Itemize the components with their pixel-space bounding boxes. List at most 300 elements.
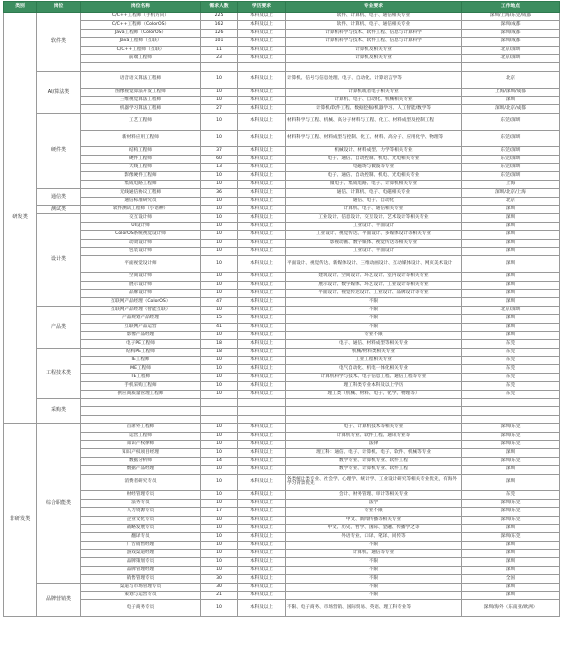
headcount-cell: 225	[201, 13, 238, 21]
major-cell: 展示设计、数字媒体、环艺设计、工业设计等相关专业	[286, 281, 462, 289]
location-cell: 东莞	[462, 491, 560, 499]
location-cell: 上海/深圳/成都	[462, 88, 560, 96]
location-cell: 深圳	[462, 256, 560, 273]
location-cell: 东莞	[462, 390, 560, 398]
location-cell: 深圳/成都	[462, 21, 560, 29]
headcount-cell: 10	[201, 239, 238, 247]
table-row	[4, 399, 560, 407]
position-name-cell: 翻译专员	[81, 533, 201, 541]
headcount-cell: 10	[201, 524, 238, 532]
table-row	[4, 390, 560, 398]
position-name-cell: 空间设计师	[81, 273, 201, 281]
headcount-cell	[201, 63, 238, 71]
education-cell: 本科及以上	[238, 550, 286, 558]
location-cell: 深圳/东莞	[462, 432, 560, 440]
position-name-cell: C/C++工程师（互联）	[81, 46, 201, 54]
headcount-cell: 10	[201, 281, 238, 289]
headcount-cell: 10	[201, 499, 238, 507]
education-cell: 本科及以上	[238, 541, 286, 549]
position-name-cell: 消费者研究专员	[81, 474, 201, 491]
education-cell: 本科及以上	[238, 508, 286, 516]
position-name-cell: C/C++工程师（手机方向）	[81, 13, 201, 21]
table-row	[4, 38, 560, 46]
position-name-cell: Java工程师（互联）	[81, 38, 201, 46]
major-cell: 机械设计、材料成型、力学等相关专业	[286, 147, 462, 155]
position-name-cell: 企业文化专员	[81, 516, 201, 524]
major-cell: 专业不限	[286, 508, 462, 516]
position-name-cell: 数据产品经理	[81, 466, 201, 474]
major-cell: 理工科：通信、电子、计算机、电子、软件、机械等专业	[286, 449, 462, 457]
headcount-cell: 10	[201, 256, 238, 273]
education-cell: 本科及以上	[238, 331, 286, 339]
major-cell: 外语专业、口译、笔译、同传等	[286, 533, 462, 541]
table-row	[4, 323, 560, 331]
location-cell: 深圳	[462, 96, 560, 104]
table-row	[4, 222, 560, 230]
location-cell	[462, 407, 560, 415]
major-cell	[286, 415, 462, 423]
position-name-cell: 品牌设计师	[81, 289, 201, 297]
location-cell: 深圳/成都	[462, 29, 560, 37]
table-row	[4, 155, 560, 163]
headcount-cell: 10	[201, 289, 238, 297]
table-row	[4, 298, 560, 306]
major-cell: 计算机专业、软件工程、通讯专业等	[286, 432, 462, 440]
headcount-cell	[201, 399, 238, 407]
major-cell: 计算机、通信等专业	[286, 550, 462, 558]
headcount-cell: 37	[201, 147, 238, 155]
table-row	[4, 373, 560, 381]
location-cell: 深圳	[462, 214, 560, 222]
header-headcount: 需求人数	[201, 2, 238, 13]
major-cell: 法学	[286, 499, 462, 507]
education-cell: 本科及以上	[238, 449, 286, 457]
location-cell: 深圳	[462, 281, 560, 289]
table-row	[4, 516, 560, 524]
location-cell: 深圳	[462, 592, 560, 600]
education-cell: 本科及以上	[238, 180, 286, 188]
education-cell: 本科及以上	[238, 222, 286, 230]
position-name-cell: 新材料应用工程师	[81, 130, 201, 147]
table-row	[4, 273, 560, 281]
table-row	[4, 440, 560, 448]
position-name-cell: 工艺工程师	[81, 113, 201, 130]
location-cell: 北京/深圳	[462, 46, 560, 54]
education-cell: 本科及以上	[238, 566, 286, 574]
major-cell: 计算机科学与技术、软件工程、信息与计算科学	[286, 38, 462, 46]
education-cell: 本科及以上	[238, 558, 286, 566]
table-row	[4, 231, 560, 239]
location-cell: 深圳/东莞	[462, 533, 560, 541]
table-row	[4, 164, 560, 172]
major-cell: 计算机及相关专业	[286, 54, 462, 62]
headcount-cell: 10	[201, 206, 238, 214]
location-cell: 东莞/深圳	[462, 164, 560, 172]
headcount-cell	[201, 415, 238, 423]
major-cell: 电子、通信、自动控制、机电、光电相关专业	[286, 155, 462, 163]
position-name-cell: 知识产权项目经理	[81, 449, 201, 457]
education-cell: 本科及以上	[238, 583, 286, 591]
position-name-cell: 供应商质量管理工程师	[81, 390, 201, 398]
major-cell: 理工类（机械、材料、电子、化学、物理等）	[286, 390, 462, 398]
major-cell: 计算机、信号与信息处理、电子、自动化、计算语言学等	[286, 71, 462, 88]
location-cell: 深圳	[462, 466, 560, 474]
location-cell: 东莞	[462, 357, 560, 365]
education-cell: 本科及以上	[238, 382, 286, 390]
location-cell: 深圳	[462, 474, 560, 491]
table-row	[4, 13, 560, 21]
position-name-cell: 语音语义算法工程师	[81, 71, 201, 88]
education-cell: 本科及以上	[238, 373, 286, 381]
position-name-cell: 知识产权律师	[81, 440, 201, 448]
table-row	[4, 365, 560, 373]
headcount-cell: 10	[201, 533, 238, 541]
position-name-cell: 品牌管理经理	[81, 566, 201, 574]
position-name-cell: 交互设计师	[81, 214, 201, 222]
major-cell: 计算机或者电子相关专业	[286, 88, 462, 96]
major-cell	[286, 63, 462, 71]
table-row	[4, 113, 560, 130]
headcount-cell: 10	[201, 491, 238, 499]
education-cell: 本科及以上	[238, 46, 286, 54]
major-cell: 电子、通信、自动控制、机电、光电相关专业	[286, 172, 462, 180]
headcount-cell: 60	[201, 155, 238, 163]
position-name-cell	[81, 399, 201, 407]
headcount-cell: 15	[201, 315, 238, 323]
major-cell: 通信、电子、自动化	[286, 197, 462, 205]
table-row	[4, 306, 560, 314]
location-cell: 深圳/海外（东南亚/欧洲）	[462, 600, 560, 617]
location-cell: 深圳	[462, 558, 560, 566]
position-name-cell: ColorOS系统视觉设计师	[81, 231, 201, 239]
location-cell: 深圳/东莞	[462, 499, 560, 507]
position-name-cell: 策划与运营专员	[81, 592, 201, 600]
category-cell: 非研发类	[4, 424, 37, 617]
headcount-cell: 36	[201, 189, 238, 197]
headcount-cell: 10	[201, 130, 238, 147]
education-cell: 本科及以上	[238, 516, 286, 524]
headcount-cell: 10	[201, 516, 238, 524]
headcount-cell: 10	[201, 390, 238, 398]
position-name-cell: 手机采购工程师	[81, 382, 201, 390]
position-name-cell: 互联网产品运营	[81, 323, 201, 331]
major-cell: 不限	[286, 315, 462, 323]
position-name-cell: UI设计师	[81, 222, 201, 230]
location-cell: 深圳/东莞	[462, 424, 560, 432]
education-cell: 本科及以上	[238, 315, 286, 323]
major-cell: 微电子、集成电路、电子、计算机相关专业	[286, 180, 462, 188]
table-row	[4, 449, 560, 457]
location-cell: 北京	[462, 197, 560, 205]
position-name-cell: 图像视觉算法开发工程师	[81, 88, 201, 96]
education-cell: 本科及以上	[238, 96, 286, 104]
major-cell: 计算机、电子、自动化、机械相关专业	[286, 96, 462, 104]
headcount-cell: 18	[201, 340, 238, 348]
position-name-cell: 电子商务专员	[81, 600, 201, 617]
position-name-cell: 集成电路工程师	[81, 180, 201, 188]
table-body	[4, 13, 560, 617]
table-row	[4, 256, 560, 273]
headcount-cell: 10	[201, 466, 238, 474]
major-cell: 材料科学与工程、材料成型与控制、化工、材料、高分子、应用化学、物理等	[286, 130, 462, 147]
education-cell: 本科及以上	[238, 357, 286, 365]
table-row	[4, 424, 560, 432]
education-cell: 本科及以上	[238, 289, 286, 297]
education-cell: 本科及以上	[238, 524, 286, 532]
major-cell: 工业设计、视觉传达、平面设计、多媒体设计等相关专业	[286, 231, 462, 239]
table-row	[4, 600, 560, 617]
headcount-cell: 10	[201, 558, 238, 566]
headcount-cell: 10	[201, 365, 238, 373]
education-cell: 本科及以上	[238, 499, 286, 507]
headcount-cell: 10	[201, 247, 238, 255]
position-name-cell: 互联网产品经理（智能互联）	[81, 306, 201, 314]
table-row	[4, 214, 560, 222]
education-cell	[238, 63, 286, 71]
table-row	[4, 499, 560, 507]
location-cell: 深圳	[462, 541, 560, 549]
education-cell: 本科及以上	[238, 197, 286, 205]
table-row	[4, 239, 560, 247]
headcount-cell: 126	[201, 29, 238, 37]
education-cell: 本科及以上	[238, 466, 286, 474]
headcount-cell: 10	[201, 600, 238, 617]
position-name-cell: 产品规划产品经理	[81, 315, 201, 323]
education-cell: 本科及以上	[238, 71, 286, 88]
headcount-cell: 10	[201, 88, 238, 96]
position-name-cell: Java工程师（ColorOS）	[81, 29, 201, 37]
headcount-cell: 10	[201, 71, 238, 88]
education-cell: 本科及以上	[238, 273, 286, 281]
major-cell: 法律	[286, 440, 462, 448]
education-cell: 本科及以上	[238, 592, 286, 600]
table-row	[4, 46, 560, 54]
position-name-cell: 前端工程师	[81, 54, 201, 62]
table-row	[4, 21, 560, 29]
header-group: 岗位	[37, 2, 81, 13]
position-name-cell: TE工程师	[81, 373, 201, 381]
location-cell: 全国	[462, 575, 560, 583]
table-row	[4, 315, 560, 323]
location-cell: 深圳/东莞	[462, 516, 560, 524]
education-cell: 本科及以上	[238, 256, 286, 273]
location-cell: 上海	[462, 180, 560, 188]
location-cell: 东莞	[462, 373, 560, 381]
group-cell: 产品类	[37, 306, 81, 348]
education-cell: 本科及以上	[238, 54, 286, 62]
education-cell: 本科及以上	[238, 155, 286, 163]
location-cell: 深圳/上海/东莞/成都	[462, 13, 560, 21]
location-cell: 深圳/成都	[462, 38, 560, 46]
education-cell: 本科及以上	[238, 113, 286, 130]
table-row	[4, 583, 560, 591]
education-cell: 本科及以上	[238, 189, 286, 197]
table-row	[4, 432, 560, 440]
position-name-cell: 硬件工程师	[81, 155, 201, 163]
major-cell: 专业不限	[286, 331, 462, 339]
headcount-cell: 101	[201, 38, 238, 46]
location-cell: 深圳	[462, 247, 560, 255]
position-name-cell: 法务专员	[81, 499, 201, 507]
major-cell: 不限	[286, 323, 462, 331]
group-cell: 工程技术类	[37, 348, 81, 398]
location-cell	[462, 415, 560, 423]
table-row	[4, 147, 560, 155]
location-cell: 东莞	[462, 348, 560, 356]
major-cell: 数学专业、计算机专业、软件工程	[286, 457, 462, 465]
headcount-cell: 13	[201, 164, 238, 172]
headcount-cell: 10	[201, 231, 238, 239]
education-cell: 本科及以上	[238, 390, 286, 398]
major-cell: 计算机科学与技术、软件工程、信息与计算科学	[286, 29, 462, 37]
position-name-cell: 机器学习算法工程师	[81, 105, 201, 113]
major-cell: 工业工程相关专业	[286, 357, 462, 365]
education-cell: 本科及以上	[238, 130, 286, 147]
education-cell: 本科及以上	[238, 231, 286, 239]
location-cell: 深圳	[462, 315, 560, 323]
education-cell: 本科及以上	[238, 365, 286, 373]
headcount-cell: 10	[201, 96, 238, 104]
table-row	[4, 466, 560, 474]
education-cell: 本科及以上	[238, 575, 286, 583]
table-row	[4, 331, 560, 339]
location-cell: 深圳	[462, 550, 560, 558]
position-name-cell: 品牌策划专员	[81, 558, 201, 566]
education-cell: 本科及以上	[238, 172, 286, 180]
education-cell: 本科及以上	[238, 533, 286, 541]
headcount-cell: 10	[201, 197, 238, 205]
major-cell: 不限	[286, 592, 462, 600]
major-cell: 材料科学与工程、机械、高分子材料与工程、化工、材料成型及控制工程	[286, 113, 462, 130]
location-cell: 深圳	[462, 583, 560, 591]
position-name-cell: C/C++工程师（ColorOS）	[81, 21, 201, 29]
position-name-cell: 财经管理专员	[81, 491, 201, 499]
position-name-cell	[81, 415, 201, 423]
major-cell: 不限	[286, 558, 462, 566]
major-cell: 平面设计、视觉传达设计、工业设计、品牌设计等专业	[286, 289, 462, 297]
education-cell: 本科及以上	[238, 306, 286, 314]
education-cell: 本科及以上	[238, 340, 286, 348]
table-row	[4, 541, 560, 549]
position-name-cell: 三维视觉算法工程师	[81, 96, 201, 104]
major-cell	[286, 399, 462, 407]
education-cell: 本科及以上	[238, 474, 286, 491]
table-row	[4, 558, 560, 566]
education-cell: 本科及以上	[238, 491, 286, 499]
position-name-cell: 互联网产品经理（ColorOS）	[81, 298, 201, 306]
headcount-cell: 10	[201, 474, 238, 491]
table-row	[4, 550, 560, 558]
headcount-cell: 10	[201, 432, 238, 440]
headcount-cell: 21	[201, 592, 238, 600]
major-cell: 电磁场与微波等专业	[286, 164, 462, 172]
major-cell: 各类统计类专业、社会学、心理学、统计学、工业设计研究等相关专业优先，有海外学习背景优先	[286, 474, 462, 491]
headcount-cell: 23	[201, 54, 238, 62]
location-cell: 东莞/深圳	[462, 130, 560, 147]
education-cell: 本科及以上	[238, 281, 286, 289]
major-cell: 不限	[286, 566, 462, 574]
major-cell: 理工科类专业本科及以上学历	[286, 382, 462, 390]
position-name-cell: 天线工程师	[81, 164, 201, 172]
major-cell: 计算机/软件工程、数据挖掘/机器学习、人工智能/数学等	[286, 105, 462, 113]
headcount-cell	[201, 407, 238, 415]
headcount-cell: 10	[201, 382, 238, 390]
position-name-cell: 平面视觉设计师	[81, 256, 201, 273]
group-cell: AI/算法类	[37, 71, 81, 113]
location-cell: 深圳	[462, 298, 560, 306]
location-cell: 深圳	[462, 222, 560, 230]
headcount-cell: 10	[201, 424, 238, 432]
group-cell: 采购类	[37, 399, 81, 424]
table-row	[4, 474, 560, 491]
group-cell: 设计类	[37, 214, 81, 306]
headcount-cell: 162	[201, 21, 238, 29]
position-name-cell: 影像产品经理	[81, 331, 201, 339]
header-education: 学历要求	[238, 2, 286, 13]
major-cell: 工业设计、信息设计、交互设计、艺术设计等相关专业	[286, 214, 462, 222]
table-row	[4, 88, 560, 96]
table-row	[4, 130, 560, 147]
position-name-cell: 影像硬件工程师	[81, 172, 201, 180]
table-row	[4, 281, 560, 289]
location-cell: 深圳/北京/成都	[462, 105, 560, 113]
group-cell: 品牌营销类	[37, 583, 81, 617]
position-name-cell: 通信标准研究员	[81, 197, 201, 205]
education-cell: 本科及以上	[238, 298, 286, 306]
position-name-cell: 游戏渠道经理	[81, 550, 201, 558]
major-cell: 软件、计算机、电子、通信相关专业	[286, 13, 462, 21]
location-cell: 深圳	[462, 289, 560, 297]
position-name-cell	[81, 63, 201, 71]
education-cell: 本科及以上	[238, 600, 286, 617]
location-cell: 东莞/深圳	[462, 113, 560, 130]
location-cell: 东莞	[462, 340, 560, 348]
position-name-cell: 人力资源专员	[81, 508, 201, 516]
major-cell: 平面设计、视觉传达、新媒体设计、三维动画设计、互动媒体设计、网页美术设计	[286, 256, 462, 273]
headcount-cell: 11	[201, 46, 238, 54]
headcount-cell: 10	[201, 331, 238, 339]
position-name-cell: 动效设计师	[81, 239, 201, 247]
major-cell	[286, 407, 462, 415]
education-cell: 本科及以上	[238, 323, 286, 331]
major-cell: 机械/材料类相关专业	[286, 348, 462, 356]
table-row	[4, 575, 560, 583]
table-row	[4, 457, 560, 465]
major-cell: 电子、通信、材料成型等相关专业	[286, 340, 462, 348]
location-cell: 深圳	[462, 524, 560, 532]
location-cell: 深圳	[462, 239, 560, 247]
education-cell: 本科及以上	[238, 29, 286, 37]
table-row	[4, 592, 560, 600]
major-cell: 中文、新闻传播等相关专业	[286, 516, 462, 524]
location-cell: 深圳	[462, 231, 560, 239]
education-cell: 本科及以上	[238, 247, 286, 255]
table-row	[4, 247, 560, 255]
major-cell: 中文、历史、哲学、国际、金融、传播学之等	[286, 524, 462, 532]
location-cell: 深圳	[462, 331, 560, 339]
recruitment-table	[3, 1, 560, 617]
headcount-cell: 10	[201, 440, 238, 448]
major-cell: 计算机及相关专业	[286, 46, 462, 54]
position-name-cell: 销售管理专员	[81, 575, 201, 583]
major-cell: 计算机科学与技术、电子信息工程、通信工程等专业	[286, 373, 462, 381]
table-row	[4, 566, 560, 574]
header-major: 专业要求	[286, 2, 462, 13]
position-name-cell: 渠道与市场管理专员	[81, 583, 201, 591]
table-row	[4, 382, 560, 390]
education-cell: 本科及以上	[238, 13, 286, 21]
table-row	[4, 508, 560, 516]
